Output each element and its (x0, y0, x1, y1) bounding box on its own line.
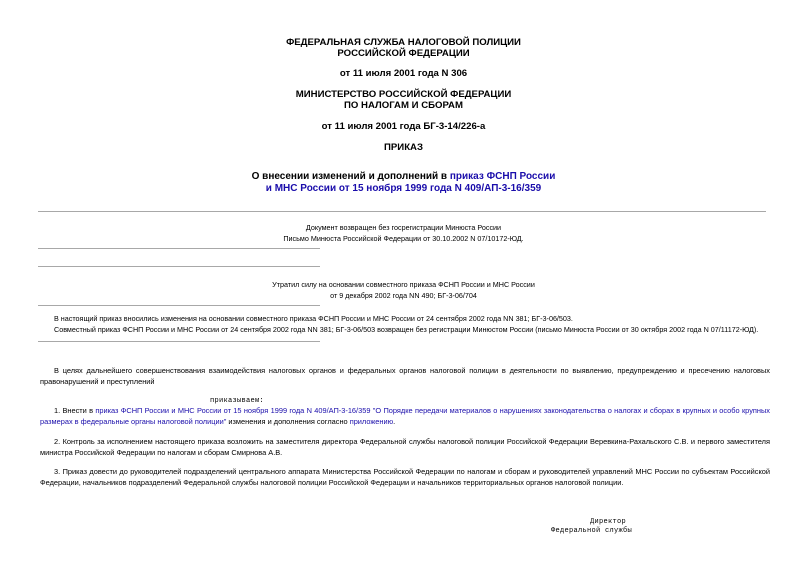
divider (38, 305, 320, 306)
agency2-name-line2: ПО НАЛОГАМ И СБОРАМ (344, 100, 463, 111)
item-3-paragraph: 3. Приказ довести до руководителей подразделений центрального аппарата Министерства Российской Федерации по налогам и сборам и руководителей управлений МНС России по субъектам Российской Федерации, начальников подразделений Федеральной службы налоговой полиции Российской Федерации и начальников территориальных органов налоговой полиции. (40, 467, 770, 487)
title-text: О внесении изменений и дополнений в (251, 171, 450, 182)
item-1-middle: изменения и дополнения согласно (226, 417, 350, 426)
divider (38, 266, 320, 267)
agency1-name-line2: РОССИЙСКОЙ ФЕДЕРАЦИИ (337, 48, 470, 59)
document-title-line1 (0, 171, 807, 183)
returned-note-line1: Документ возвращен без госрегистрации Минюста России (305, 223, 502, 232)
title-link-order-details[interactable]: и МНС России от 15 ноября 1999 года N 409/АП-3-16/359 (265, 183, 542, 194)
item-1-paragraph (40, 405, 770, 427)
changes-note-line2: Совместный приказ ФСНП России и МНС России от 24 сентября 2002 года NN 381; БГ-3-06/503 возвращен без регистрации Минюстом России (письмо Минюста России от 30 октября 2002 года N 07/11172-ЮД). (54, 325, 759, 334)
document-title-line2 (0, 183, 807, 195)
agency2-date: от 11 июля 2001 года БГ-3-14/226-а (321, 121, 486, 132)
item-1-end: . (393, 417, 396, 426)
order-word: приказываем: (210, 397, 265, 405)
title-link-order[interactable]: приказ ФСНП России (449, 171, 556, 182)
returned-note-line2: Письмо Минюста Российской Федерации от 30.10.2002 N 07/10172-ЮД. (283, 234, 524, 243)
divider (38, 341, 320, 342)
agency1-name-line1: ФЕДЕРАЛЬНАЯ СЛУЖБА НАЛОГОВОЙ ПОЛИЦИИ (286, 37, 521, 48)
item-2-paragraph: 2. Контроль за исполнением настоящего приказа возложить на заместителя директора Федеральной службы налоговой полиции Российской Федерации Веревкина-Рахальского С.В. и первого заместителя министра Российской Федерации по налогам и сборам Смирнова А.В. (40, 437, 770, 457)
signature-title-line1: Директор (590, 518, 627, 526)
divider (38, 248, 320, 249)
divider (38, 211, 766, 212)
item-1-order-link[interactable]: приказ ФСНП России и МНС России от 15 ноября 1999 года N 409/АП-3-16/359 "О Порядке передачи материалов о нарушениях законодательства о налогах и сборах в крупных и особо крупных размерах в федеральные органы налоговой полиции" (40, 406, 770, 426)
agency1-date: от 11 июля 2001 года N 306 (339, 68, 468, 79)
changes-note-line1: В настоящий приказ вносились изменения на основании совместного приказа ФСНП России и МНС России от 24 сентября 2002 года NN 381; БГ-3-06/503. (54, 314, 573, 323)
preamble-paragraph: В целях дальнейшего совершенствования взаимодействия налоговых органов и федеральных органов налоговой полиции в деятельности по выявлению, предупреждению и пресечению налоговых правонарушений и преступлений (40, 366, 770, 386)
item-1-prefix: 1. Внести в (54, 406, 96, 415)
expired-note-line1: Утратил силу на основании совместного приказа ФСНП России и МНС России (272, 280, 535, 289)
item-1-appendix-link[interactable]: приложению (349, 417, 394, 426)
signature-title-line2: Федеральной службы (551, 527, 633, 535)
expired-note-line2: от 9 декабря 2002 года NN 490; БГ-3-06/704 (330, 291, 477, 300)
agency2-name-line1: МИНИСТЕРСТВО РОССИЙСКОЙ ФЕДЕРАЦИИ (295, 89, 512, 100)
document-type: ПРИКАЗ (384, 142, 423, 153)
